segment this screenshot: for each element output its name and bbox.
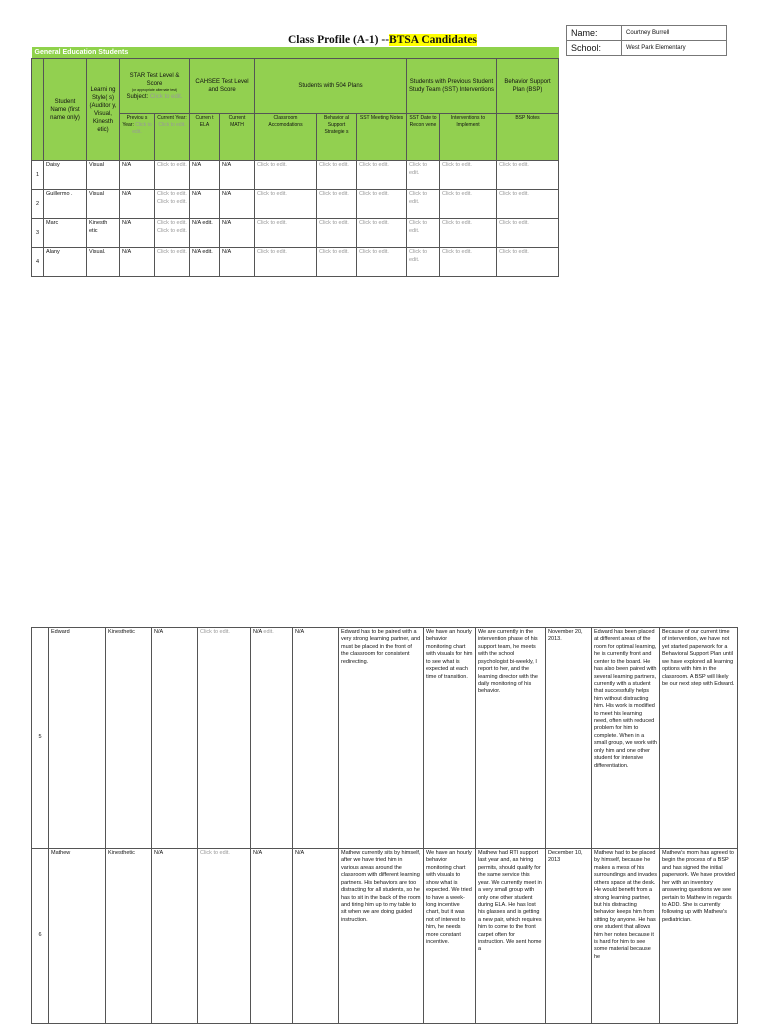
- title-highlight: BTSA Candidates: [389, 34, 477, 46]
- header-class-accomodations: Classroom Accomodations: [255, 114, 317, 161]
- sst-date[interactable]: December 10, 2013: [546, 849, 592, 1024]
- sst-notes[interactable]: Click to edit.: [357, 190, 407, 219]
- school-value[interactable]: West Park Elementary: [622, 41, 727, 56]
- prev-year-placeholder[interactable]: Click to edit.: [132, 122, 152, 135]
- student-rows: [32, 161, 559, 277]
- header-row-1: [32, 59, 559, 114]
- prev-year-score[interactable]: N/A: [152, 628, 198, 849]
- prev-year-score[interactable]: N/A: [120, 190, 155, 219]
- cur-year-score[interactable]: Click to edit. Click to edit.: [155, 190, 190, 219]
- name-label: Name:: [567, 26, 622, 41]
- cur-math[interactable]: N/A: [220, 219, 255, 248]
- header-504-plans: Students with 504 Plans: [255, 59, 407, 114]
- interventions[interactable]: Click to edit.: [440, 219, 497, 248]
- interventions[interactable]: Click to edit.: [440, 190, 497, 219]
- bsp-notes[interactable]: Because of our current time of intervention, we have not yet started paperwork for a Behavioral Support Plan until we have explored all learning options with him in the classroom. A BSP will likely be our next step with Edward.: [660, 628, 738, 849]
- cur-year-score[interactable]: Click to edit.: [155, 161, 190, 190]
- learning-style[interactable]: Kinesth etic: [87, 219, 120, 248]
- class-accomodations[interactable]: Click to edit.: [255, 248, 317, 277]
- header-sst-date: SST Date to Recon vene: [407, 114, 440, 161]
- cur-year-score[interactable]: Click to edit.: [198, 849, 251, 1024]
- behavioral-strategies[interactable]: We have an hourly behavior monitoring chart with visuals for him to see what is expected at each time of transition.: [424, 628, 476, 849]
- header-bsp-notes: BSP Notes: [497, 114, 559, 161]
- header-cur-ela: Curren t ELA: [190, 114, 220, 161]
- cur-math[interactable]: N/A: [220, 248, 255, 277]
- prev-year-score[interactable]: N/A: [152, 849, 198, 1024]
- row-number: 4: [32, 248, 44, 277]
- row-number: 6: [32, 849, 49, 1024]
- header-interventions: Interventions to Implement: [440, 114, 497, 161]
- cur-ela-value: N/A: [253, 629, 262, 635]
- row-number: 2: [32, 190, 44, 219]
- student-name[interactable]: Guillermo .: [44, 190, 87, 219]
- info-row-school: [567, 41, 727, 56]
- table-row: [32, 161, 559, 190]
- sst-notes[interactable]: Click to edit.: [357, 219, 407, 248]
- student-name[interactable]: Edward: [49, 628, 106, 849]
- cur-ela[interactable]: N/A edit.: [190, 248, 220, 277]
- header-bsp: Behavior Support Plan (BSP): [497, 59, 559, 114]
- sst-date[interactable]: Click to edit.: [407, 161, 440, 190]
- cur-year-label: Current Year:: [157, 115, 187, 122]
- header-sst-notes: SST Meeting Notes: [357, 114, 407, 161]
- cur-ela[interactable]: [251, 628, 293, 849]
- name-value[interactable]: Courtney Burrell: [622, 26, 727, 41]
- table-row: [32, 628, 738, 849]
- prev-year-score[interactable]: N/A: [120, 161, 155, 190]
- cur-math[interactable]: N/A: [220, 161, 255, 190]
- cur-ela[interactable]: [251, 849, 293, 1024]
- cur-math[interactable]: N/A: [293, 628, 339, 849]
- learning-style[interactable]: Kinesthetic: [106, 849, 152, 1024]
- row-number: 5: [32, 628, 49, 849]
- cur-ela-value: N/A: [253, 850, 263, 856]
- student-name[interactable]: Alany: [44, 248, 87, 277]
- student-detail-table: [31, 627, 738, 1024]
- detail-rows: [32, 628, 738, 1024]
- cur-year-placeholder[interactable]: Click to edit.: [158, 122, 186, 129]
- table-row: [32, 849, 738, 1024]
- header-student-name: Student Name (first name only): [44, 59, 87, 161]
- sst-notes[interactable]: Click to edit.: [357, 161, 407, 190]
- cur-ela[interactable]: N/A: [190, 190, 220, 219]
- cur-ela[interactable]: N/A edit.: [190, 219, 220, 248]
- row-number: 3: [32, 219, 44, 248]
- sst-notes[interactable]: Click to edit.: [357, 248, 407, 277]
- info-table: [566, 25, 727, 56]
- bsp-notes[interactable]: Click to edit.: [497, 190, 559, 219]
- sst-notes[interactable]: Mathew had RTI support last year and, as hiring permits, should qualify for the same service this year. We currently meet in a very small group with only one other student during ELA. He has lost his glasses and is getting a new pair, which requires him to come to the front carpet often for instruction. We sent home a: [476, 849, 546, 1024]
- prev-year-label: Previou s Year:: [122, 115, 148, 129]
- table-row: [32, 248, 559, 277]
- behavioral-strategies[interactable]: Click to edit.: [317, 219, 357, 248]
- class-accomodations[interactable]: Mathew currently sits by himself, after we have tried him in various areas around the classroom with different learning partners. His behaviors are too distracting for all students, so he has to sit in the back of the room and tiring him up to my table to sit when we are doing guided instruction.: [339, 849, 424, 1024]
- behavioral-strategies[interactable]: Click to edit.: [317, 161, 357, 190]
- star-subject-placeholder[interactable]: Click to edit.: [149, 93, 183, 100]
- prev-year-score[interactable]: N/A: [120, 219, 155, 248]
- class-accomodations[interactable]: Click to edit.: [255, 219, 317, 248]
- learning-style[interactable]: Kinesthetic: [106, 628, 152, 849]
- sst-date[interactable]: Click to edit.: [407, 190, 440, 219]
- cur-math[interactable]: N/A: [293, 849, 339, 1024]
- bsp-notes[interactable]: Click to edit.: [497, 219, 559, 248]
- learning-style[interactable]: Visual: [87, 190, 120, 219]
- cur-year-score[interactable]: Click to edit.: [155, 248, 190, 277]
- school-label: School:: [567, 41, 622, 56]
- interventions[interactable]: Mathew had to be placed by himself, because he makes a mess of his surroundings and invades others space at the desk. He would benefit from a strong learning partner, but his distracting behavior keeps him from sitting by anyone. He has one student that allows him her notes because it is hard for him to see some material because he: [592, 849, 660, 1024]
- class-profile-table: [31, 47, 559, 277]
- bsp-notes[interactable]: Mathew's mom has agreed to begin the process of a BSP and has signed the initial paperwork. We have provided her with an inventory answering questions we see pertain to Mathew in regards to ADD. She is currently following up with Mathew's pediatrician.: [660, 849, 738, 1024]
- bsp-notes[interactable]: Click to edit.: [497, 248, 559, 277]
- student-name[interactable]: Daisy: [44, 161, 87, 190]
- cur-ela[interactable]: N/A: [190, 161, 220, 190]
- learning-style[interactable]: Visual: [87, 161, 120, 190]
- sst-date[interactable]: Click to edit.: [407, 219, 440, 248]
- student-name[interactable]: Mathew: [49, 849, 106, 1024]
- star-subject: Subject:: [126, 93, 149, 100]
- header-cahsee: CAHSEE Test Level and Score: [190, 59, 255, 114]
- table-row: [32, 219, 559, 248]
- header-sst: Students with Previous Student Study Team (SST) Interventions: [407, 59, 497, 114]
- student-name[interactable]: Marc: [44, 219, 87, 248]
- behavioral-strategies[interactable]: Click to edit.: [317, 190, 357, 219]
- header-cur-year: [155, 114, 190, 161]
- interventions[interactable]: Click to edit.: [440, 248, 497, 277]
- interventions[interactable]: Edward has been placed at different areas of the room for optimal learning, he is currently front and center to the board. He has also been paired with several learning partners, currently with a student that successfully helps him without distracting him. His work is modified to meet his learning need, often with reduced problem for him to complete. When in a small group, we work with only him and one other student for intensive differentiation.: [592, 628, 660, 849]
- behavioral-strategies[interactable]: Click to edit.: [317, 248, 357, 277]
- table-row: [32, 190, 559, 219]
- page-title: [288, 34, 477, 46]
- bsp-notes[interactable]: Click to edit.: [497, 161, 559, 190]
- header-star: [120, 59, 190, 114]
- cur-math[interactable]: N/A: [220, 190, 255, 219]
- header-number: [32, 59, 44, 161]
- section-bar: [32, 47, 559, 59]
- learning-style[interactable]: Visual.: [87, 248, 120, 277]
- star-title: STAR Test Level & Score: [129, 72, 180, 88]
- header-behavioral-strategies: Behavior al Support Strategie s: [317, 114, 357, 161]
- header-cur-math: Current MATH: [220, 114, 255, 161]
- class-accomodations[interactable]: Click to edit.: [255, 161, 317, 190]
- cur-ela-placeholder: edit.: [263, 629, 274, 635]
- cur-year-score[interactable]: Click to edit. Click to edit.: [155, 219, 190, 248]
- star-note: (or appropriate alternate test): [131, 88, 178, 93]
- header-learning-style: Learni ng Style( s) (Auditor y, Visual, Kinesth etic): [87, 59, 120, 161]
- sst-date[interactable]: Click to edit.: [407, 248, 440, 277]
- behavioral-strategies[interactable]: We have an hourly behavior monitoring chart with visuals to show what is expected. We tried to have a week-long incentive chart, but it was not of interest to him, he needs more constant incentive.: [424, 849, 476, 1024]
- header-prev-year: [120, 114, 155, 161]
- class-accomodations[interactable]: Click to edit.: [255, 190, 317, 219]
- title-main: Class Profile (A-1) --: [288, 34, 390, 46]
- sst-notes[interactable]: We are currently in the intervention phase of his support team, he meets with the school psychologist bi-weekly, I report to her, and the learning director with the daily monitoring of his behavior.: [476, 628, 546, 849]
- row-number: 1: [32, 161, 44, 190]
- sst-date[interactable]: November 20, 2013.: [546, 628, 592, 849]
- section-bar-label: General Education Students: [32, 47, 559, 59]
- class-accomodations[interactable]: Edward has to be paired with a very strong learning partner, and must be placed in the front of the classroom for consistent redirecting.: [339, 628, 424, 849]
- interventions[interactable]: Click to edit.: [440, 161, 497, 190]
- cur-year-score[interactable]: Click to edit.: [198, 628, 251, 849]
- prev-year-score[interactable]: N/A: [120, 248, 155, 277]
- info-row-name: [567, 26, 727, 41]
